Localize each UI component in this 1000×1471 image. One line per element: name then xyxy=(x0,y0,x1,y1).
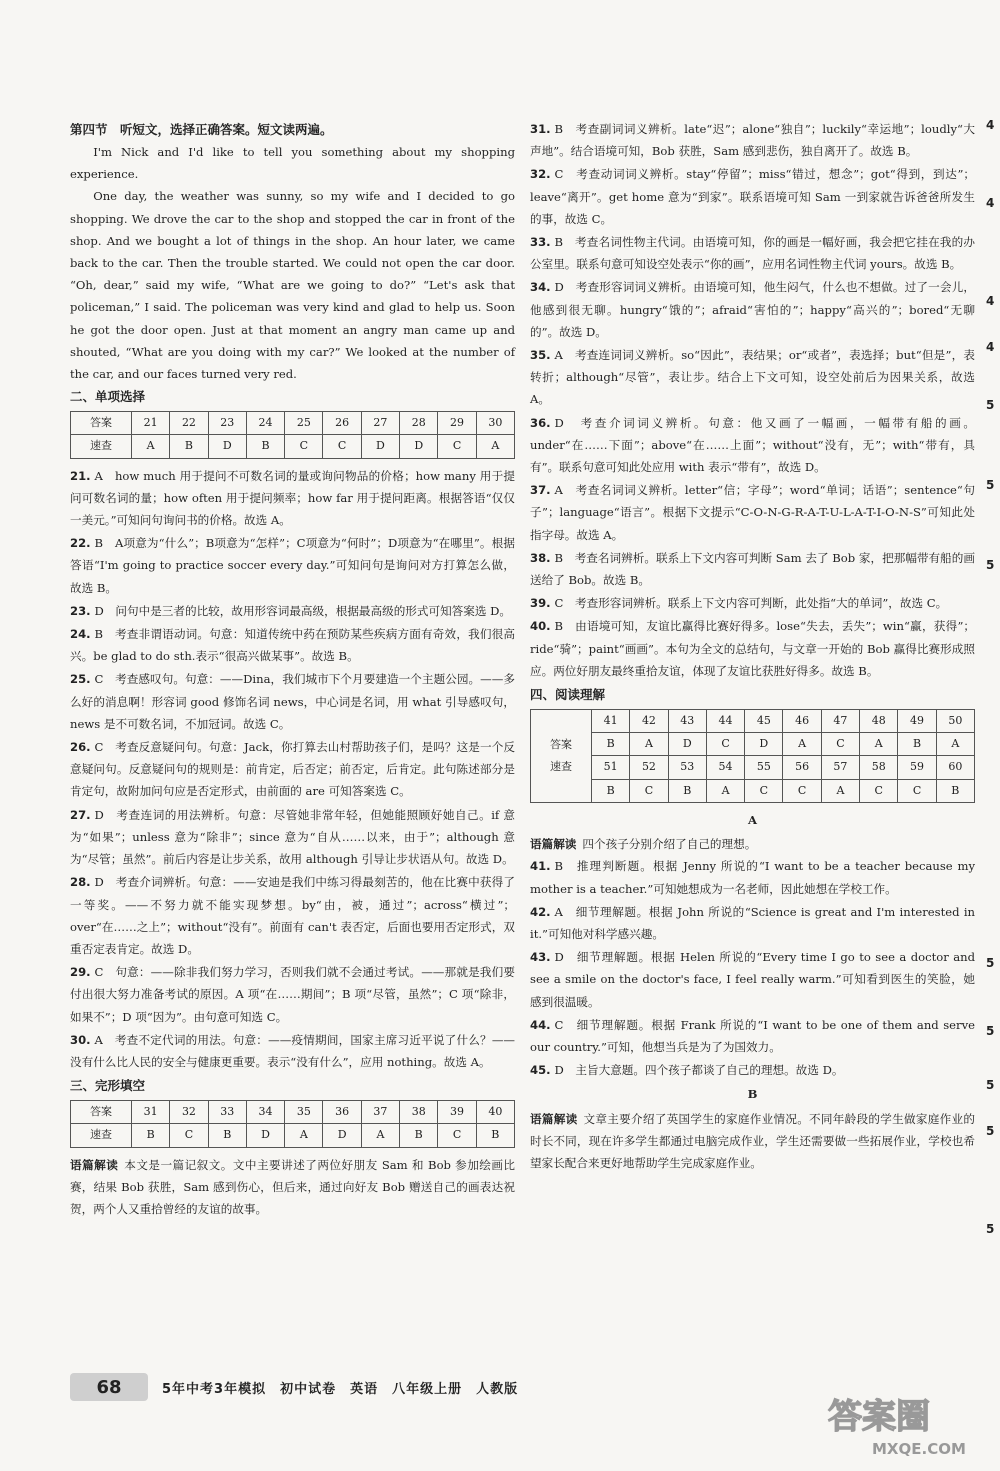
table-cell: 33 xyxy=(208,1101,246,1124)
part4-heading: 四、阅读理解 xyxy=(530,687,606,703)
item-number: 28. xyxy=(70,875,91,890)
table-cell: 24 xyxy=(246,412,284,435)
table-cell: 28 xyxy=(400,412,438,435)
margin-digit: 4 xyxy=(986,294,995,308)
table-cell: A xyxy=(936,733,974,756)
margin-digit: 5 xyxy=(986,1024,995,1038)
table-cell: B xyxy=(668,779,706,802)
item-text: B 推理判断题。根据 Jenny 所说的“I want to be a teacher because my mother is a teacher.”可知她想成为一名老师，因此她想在学校工作。 xyxy=(530,859,975,896)
list-item xyxy=(530,946,975,1013)
gist-text: 本文是一篇记叙文。文中主要讲述了两位好朋友 Sam 和 Bob 参加绘画比赛，结果 Bob 获胜，Sam 感到伤心，但后来，通过向好友 Bob 赠送自己的画表达祝贺，两个人又重拾曾经的友谊的故事。 xyxy=(70,1157,515,1216)
gist-label: 语篇解读 xyxy=(530,837,577,852)
table-cell: 48 xyxy=(860,710,898,733)
page-footer xyxy=(70,1372,518,1402)
table-cell: C xyxy=(706,733,744,756)
passage-paragraph-2: One day, the weather was sunny, so my wife and I decided to go shopping. We drove the car to the shop and stopped the car in front of the shop. And we bought a lot of things in the shop. An hour later, we came back to the car. Then the trouble started. We could not open the car door. “Oh, dear,” said my wife, “What are we going to do?” “Let's ask that policeman,” I said. The policeman was very kind and glad to help us. Soon he got the door open. Just at that moment an angry man came up and shouted, “What are you doing with my car?” We looked at the number of the car, and our faces turned very red. xyxy=(70,189,515,382)
list-item xyxy=(70,961,515,1028)
table-cell: D xyxy=(208,435,246,458)
item-number: 44. xyxy=(530,1017,551,1032)
item-text: D 主旨大意题。四个孩子都谈了自己的理想。故选 D。 xyxy=(554,1063,844,1078)
table-label: 答案 xyxy=(71,1101,132,1124)
item-text: C 考查形容词辨析。联系上下文内容可判断，此处指“大的单词”，故选 C。 xyxy=(554,596,948,611)
table-row xyxy=(531,733,975,756)
table-cell: C xyxy=(438,1124,476,1147)
table-cell: 57 xyxy=(821,756,859,779)
table-label: 速查 xyxy=(71,1124,132,1147)
list-item xyxy=(530,163,975,230)
item-number: 41. xyxy=(530,859,551,874)
list-item xyxy=(70,465,515,532)
table-cell: C xyxy=(783,779,821,802)
table-cell: 30 xyxy=(476,412,514,435)
table-cell: 23 xyxy=(208,412,246,435)
item-number: 27. xyxy=(70,807,91,822)
table-cell: 60 xyxy=(936,756,974,779)
table-cell: C xyxy=(323,435,361,458)
item-text: B 考查名词性物主代词。由语境可知，你的画是一幅好画，我会把它挂在我的办公室里。联系句意可知设空处表示“你的画”，应用名词性物主代词 yours。故选 B。 xyxy=(530,235,975,272)
part2-items xyxy=(70,465,515,1073)
item-text: C 细节理解题。根据 Frank 所说的“I want to be one of them and serve our country.”可知，他想当兵是为了为国效力。 xyxy=(530,1017,975,1054)
table-cell: A xyxy=(285,1124,323,1147)
margin-digit: 5 xyxy=(986,956,995,970)
table-cell: 31 xyxy=(132,1101,170,1124)
table-cell: 41 xyxy=(592,710,630,733)
table-cell: 26 xyxy=(323,412,361,435)
table-cell: 21 xyxy=(132,412,170,435)
table-cell: D xyxy=(246,1124,284,1147)
table-cell: C xyxy=(821,733,859,756)
margin-digit: 5 xyxy=(986,398,995,412)
list-item xyxy=(530,615,975,682)
table-cell: B xyxy=(208,1124,246,1147)
watermark-logo xyxy=(820,1390,990,1460)
table-cell: 49 xyxy=(898,710,936,733)
list-item xyxy=(530,412,975,479)
passage-paragraph-1: I'm Nick and I'd like to tell you something about my shopping experience. xyxy=(70,145,515,182)
list-item xyxy=(530,855,975,899)
item-number: 25. xyxy=(70,672,91,687)
table-cell: 42 xyxy=(630,710,668,733)
list-item xyxy=(70,871,515,960)
table-cell: D xyxy=(668,733,706,756)
table-row xyxy=(531,710,975,733)
passage-b-gist xyxy=(530,1108,975,1175)
item-number: 39. xyxy=(530,596,551,611)
table-cell: C xyxy=(285,435,323,458)
table-cell: 44 xyxy=(706,710,744,733)
passage-a-title: A xyxy=(748,812,757,827)
item-number: 26. xyxy=(70,740,91,755)
item-number: 45. xyxy=(530,1063,551,1078)
item-text: B A项意为“什么”；B项意为“怎样”；C项意为“何时”；D项意为“在哪里”。根据答语“I'm going to practice soccer every day.”可知问句是询问对方打算怎么做，故选 B。 xyxy=(70,536,515,595)
table-cell: D xyxy=(361,435,399,458)
table-cell: B xyxy=(246,435,284,458)
list-item xyxy=(530,118,975,162)
table-cell: A xyxy=(630,733,668,756)
item-number: 31. xyxy=(530,122,551,136)
item-number: 24. xyxy=(70,627,91,642)
item-text: A 考查连词词义辨析。so“因此”，表结果；or“或者”，表选择；but“但是”，表转折；although“尽管”，表让步。结合上下文可知，设空处前后为因果关系，故选 A。 xyxy=(530,348,975,407)
table-cell: D xyxy=(745,733,783,756)
item-number: 23. xyxy=(70,603,91,618)
table-cell: 45 xyxy=(745,710,783,733)
table-cell: 27 xyxy=(361,412,399,435)
table-cell: 22 xyxy=(170,412,208,435)
table-label xyxy=(531,710,592,803)
table-cell: D xyxy=(400,435,438,458)
item-text: B 考查副词词义辨析。late“迟”；alone“独自”；luckily“幸运地”；loudly“大声地”。结合语境可知，Bob 获胜，Sam 感到悲伤，独自离开了。故选 B。 xyxy=(530,122,975,159)
list-item xyxy=(530,231,975,275)
table-row xyxy=(71,1101,515,1124)
table-cell: B xyxy=(170,435,208,458)
margin-digit: 4 xyxy=(986,340,995,354)
margin-digit: 5 xyxy=(986,1124,995,1138)
list-item xyxy=(530,592,975,614)
table-cell: B xyxy=(132,1124,170,1147)
item-number: 35. xyxy=(530,348,551,363)
item-number: 40. xyxy=(530,619,551,634)
list-item xyxy=(70,668,515,735)
item-text: B 由语境可知，友谊比赢得比赛好得多。lose“失去，丢失”；win“赢，获得”；ride“骑”；paint“画画”。本句为全文的总结句，与文章一开始的 Bob 赢得比赛形成照应。两位好朋友最终重拾友谊，体现了友谊比获胜好得多。故选 B。 xyxy=(530,619,975,678)
table-cell: 51 xyxy=(592,756,630,779)
margin-digit: 5 xyxy=(986,558,995,572)
table-cell: 37 xyxy=(361,1101,399,1124)
table-cell: A xyxy=(476,435,514,458)
item-number: 38. xyxy=(530,550,551,565)
margin-digit: 4 xyxy=(986,196,995,210)
list-item xyxy=(530,1059,975,1081)
table-cell: A xyxy=(821,779,859,802)
table-cell: 40 xyxy=(476,1101,514,1124)
table-cell: A xyxy=(361,1124,399,1147)
margin-digit: 5 xyxy=(986,1078,995,1092)
item-text: B 考查名词辨析。联系上下文内容可判断 Sam 去了 Bob 家，把那幅带有船的画送给了 Bob。故选 B。 xyxy=(530,550,975,588)
list-item xyxy=(70,804,515,871)
gist-label: 语篇解读 xyxy=(70,1157,119,1172)
section4-heading: 第四节 听短文，选择正确答案。短文读两遍。 xyxy=(70,122,333,137)
item-number: 37. xyxy=(530,483,551,498)
item-text: C 考查感叹句。句意：——Dina，我们城市下个月要建造一个主题公园。——多么好的消息啊！形容词 good 修饰名词 news，中心词是名词，用 what 引导感叹句，news 是不可数名词，不加冠词。故选 C。 xyxy=(70,672,515,731)
table-cell: 32 xyxy=(170,1101,208,1124)
part2-answer-table xyxy=(70,411,515,458)
item-text: D 考查连词的用法辨析。句意：尽管她非常年轻，但她能照顾好她自己。if 意为“如果”；unless 意为“除非”；since 意为“自从……以来，由于”；although 意为“尽管；虽然”。前后内容是让步关系，故用 although 引导让步状语从句。故选 D。 xyxy=(70,807,515,867)
item-text: A how much 用于提问不可数名词的量或询问物品的价格；how many 用于提问可数名词的量；how often 用于提问频率；how far 用于提问距离。根据答语“仅仅一美元。”可知问句询问书的价格。故选 A。 xyxy=(70,468,515,528)
item-number: 32. xyxy=(530,167,551,182)
gist-text: 四个孩子分别介绍了自己的理想。 xyxy=(582,837,757,852)
table-row xyxy=(71,435,515,458)
item-text: D 问句中是三者的比较，故用形容词最高级，根据最高级的形式可知答案选 D。 xyxy=(94,603,512,618)
list-item xyxy=(70,600,515,622)
item-text: A 考查不定代词的用法。句意：——疫情期间，国家主席习近平说了什么？——没有什么比人民的安全与健康更重要。表示“没有什么”，应用 nothing。故选 A。 xyxy=(70,1032,515,1069)
item-number: 30. xyxy=(70,1032,91,1047)
list-item xyxy=(530,344,975,411)
table-cell: 43 xyxy=(668,710,706,733)
table-cell: B xyxy=(898,733,936,756)
list-item xyxy=(530,479,975,546)
list-item xyxy=(530,547,975,591)
item-text: D 细节理解题。根据 Helen 所说的“Every time I go to see a doctor and see a smile on the doctor's face, I feel really warm.”可知看到医生的笑脸，她感到很温暖。 xyxy=(530,950,975,1009)
part3-heading: 三、完形填空 xyxy=(70,1078,146,1094)
label-top: 答案 xyxy=(550,737,572,751)
list-item xyxy=(70,736,515,803)
list-item xyxy=(70,532,515,599)
table-cell: 50 xyxy=(936,710,974,733)
book-title: 5年中考3年模拟 初中试卷 英语 八年级上册 人教版 xyxy=(162,1381,519,1397)
list-item xyxy=(530,901,975,945)
table-cell: C xyxy=(630,779,668,802)
label-bottom: 速查 xyxy=(550,759,572,773)
item-number: 21. xyxy=(70,468,91,483)
table-cell: 53 xyxy=(668,756,706,779)
item-text: C 句意：——除非我们努力学习，否则我们就不会通过考试。——那就是我们要付出很大努力准备考试的原因。A 项“在……期间”；B 项“尽管，虽然”；C 项“除非，如果不”；D 项“因为”。由句意可知选 C。 xyxy=(70,965,515,1024)
table-cell: B xyxy=(400,1124,438,1147)
list-item xyxy=(530,1014,975,1058)
item-number: 34. xyxy=(530,280,551,295)
margin-digit: 4 xyxy=(986,118,995,132)
margin-digit: 5 xyxy=(986,1222,995,1236)
table-cell: 38 xyxy=(400,1101,438,1124)
table-cell: 59 xyxy=(898,756,936,779)
table-cell: 54 xyxy=(706,756,744,779)
table-label: 速查 xyxy=(71,435,132,458)
table-row xyxy=(531,779,975,802)
part3-gist xyxy=(70,1154,515,1221)
watermark-text: 答案圈 xyxy=(828,1397,930,1437)
table-cell: B xyxy=(476,1124,514,1147)
table-cell: 56 xyxy=(783,756,821,779)
part3-answer-table xyxy=(70,1100,515,1147)
table-cell: A xyxy=(783,733,821,756)
item-text: C 考查反意疑问句。句意：Jack，你打算去山村帮助孩子们，是吗？这是一个反意疑问句。反意疑问句的规则是：前肯定，后否定；前否定，后肯定。此句陈述部分是肯定句，故附加问句应是否定形式，由前面的 are 可知答案选 C。 xyxy=(70,740,515,799)
item-number: 29. xyxy=(70,965,91,980)
item-number: 42. xyxy=(530,904,551,919)
item-number: 33. xyxy=(530,235,551,250)
table-cell: 47 xyxy=(821,710,859,733)
table-label: 答案 xyxy=(71,412,132,435)
part4-answer-table xyxy=(530,709,975,803)
item-text: D 考查介词词义辨析。句意：他又画了一幅画，一幅带有船的画。under“在……下面”；above“在……上面”；without“没有，无”；with“带有，具有”。联系句意可知此处应用 with 表示“带有”，故选 D。 xyxy=(530,415,975,475)
item-text: A 细节理解题。根据 John 所说的“Science is great and I'm interested in it.”可知他对科学感兴趣。 xyxy=(530,904,975,941)
table-cell: 55 xyxy=(745,756,783,779)
gist-text: 文章主要介绍了英国学生的家庭作业情况。不同年龄段的学生做家庭作业的时长不同，现在许多学生都通过电脑完成作业，学生还需要做一些拓展作业，学校也希望家长配合来更好地帮助学生完成家庭作业。 xyxy=(530,1111,975,1170)
table-cell: A xyxy=(860,733,898,756)
item-number: 22. xyxy=(70,536,91,551)
list-item xyxy=(70,1029,515,1073)
item-text: C 考查动词词义辨析。stay“停留”；miss“错过，想念”；got“得到，到达”；leave“离开”。get home 意为“到家”。联系语境可知 Sam 一到家就告诉爸爸所发生的事，故选 C。 xyxy=(530,167,975,226)
right-column xyxy=(530,118,975,1174)
table-cell: 46 xyxy=(783,710,821,733)
item-text: A 考查名词词义辨析。letter“信；字母”；word“单词；话语”；sentence“句子”；language“语言”。根据下文提示“C-O-N-G-R-A-T-U-L-A-T-I-O-N-S”可知此处指字母。故选 A。 xyxy=(530,483,975,542)
table-cell: B xyxy=(592,779,630,802)
margin-digit: 5 xyxy=(986,478,995,492)
table-cell: A xyxy=(132,435,170,458)
table-row xyxy=(71,1124,515,1147)
passage-b-title: B xyxy=(747,1087,758,1102)
passage-a-gist xyxy=(530,833,975,855)
table-cell: 39 xyxy=(438,1101,476,1124)
list-item xyxy=(70,623,515,667)
table-cell: 29 xyxy=(438,412,476,435)
table-cell: 34 xyxy=(246,1101,284,1124)
table-cell: D xyxy=(323,1124,361,1147)
table-row xyxy=(531,756,975,779)
table-cell: C xyxy=(860,779,898,802)
part2-heading: 二、单项选择 xyxy=(70,389,146,405)
table-cell: A xyxy=(706,779,744,802)
table-cell: C xyxy=(438,435,476,458)
table-cell: C xyxy=(898,779,936,802)
watermark-url: MXQE.COM xyxy=(872,1440,966,1458)
table-row xyxy=(71,412,515,435)
table-cell: 35 xyxy=(285,1101,323,1124)
page-number: 68 xyxy=(70,1373,148,1401)
list-item xyxy=(530,276,975,343)
table-cell: 58 xyxy=(860,756,898,779)
table-cell: C xyxy=(745,779,783,802)
table-cell: 25 xyxy=(285,412,323,435)
gist-label: 语篇解读 xyxy=(530,1111,578,1126)
table-cell: 52 xyxy=(630,756,668,779)
item-text: B 考查非谓语动词。句意：知道传统中药在预防某些疾病方面有奇效，我们很高兴。be glad to do sth.表示“很高兴做某事”。故选 B。 xyxy=(70,627,515,664)
table-cell: B xyxy=(936,779,974,802)
item-text: D 考查介词辨析。句意：——安迪是我们中练习得最刻苦的，他在比赛中获得了一等奖。——不努力就不能实现梦想。by“由，被，通过”；across“横过”；over“在……之上”；without“没有”。前面有 can't 表否定，后面也要用否定形式，双重否定表肯定。故选 D。 xyxy=(70,875,515,956)
table-cell: C xyxy=(170,1124,208,1147)
table-cell: 36 xyxy=(323,1101,361,1124)
table-cell: B xyxy=(592,733,630,756)
item-number: 43. xyxy=(530,950,551,965)
item-number: 36. xyxy=(530,415,551,430)
item-text: D 考查形容词词义辨析。由语境可知，他生闷气，什么也不想做。过了一会儿，他感到很无聊。hungry“饿的”；afraid“害怕的”；happy“高兴的”；bored“无聊的”。故选 D。 xyxy=(530,280,975,339)
left-column xyxy=(70,118,515,1220)
